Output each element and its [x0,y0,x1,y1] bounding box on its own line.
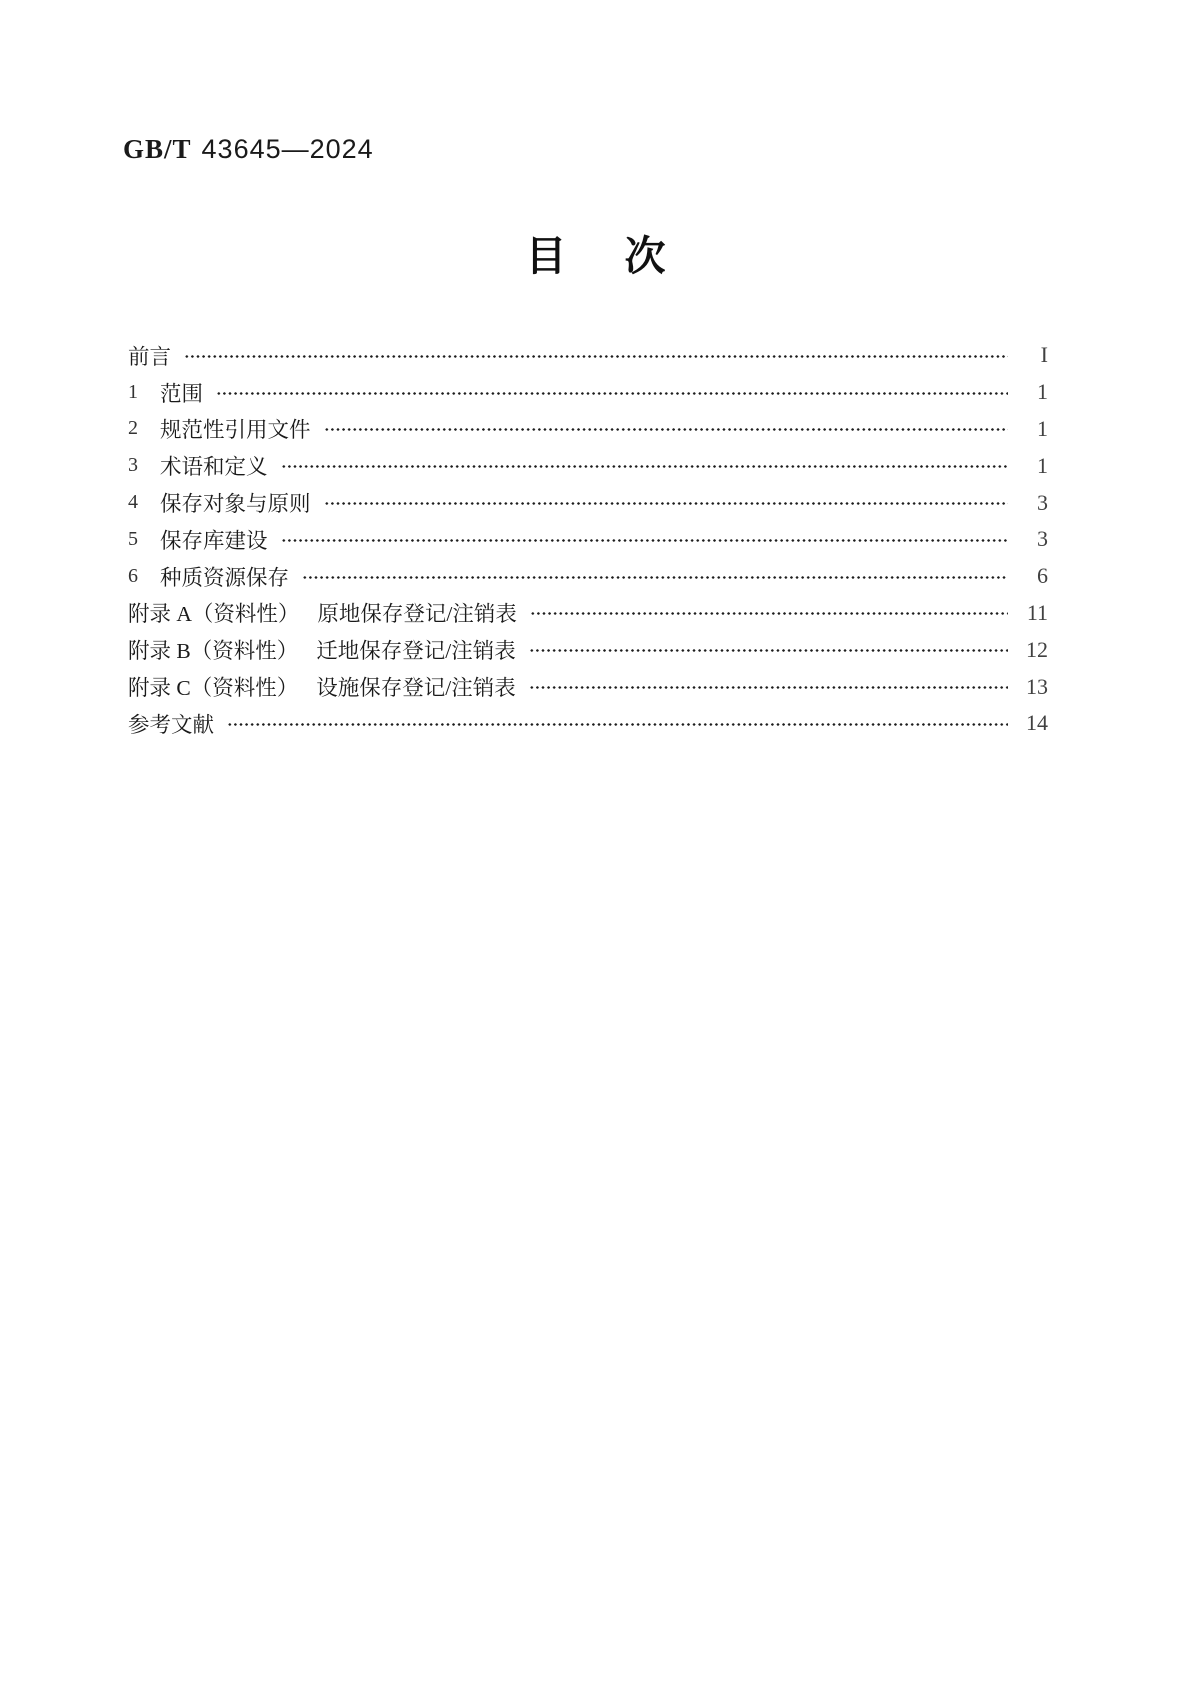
toc-entry-page-number: 12 [1026,636,1048,662]
toc-entry-page-number: 1 [1037,415,1048,441]
toc-entry-page-number: 6 [1037,563,1048,589]
dotted-leader [324,428,1008,431]
toc-entry-number: 3 [128,454,138,477]
toc-entry-page-number: 11 [1026,599,1048,625]
toc-entry-page-number: 1 [1037,379,1048,405]
toc-entry-label: 范围 [160,381,204,406]
toc-entry-page-number: 3 [1037,489,1048,515]
toc-entry-label: 种质资源保存 [160,565,290,590]
toc-entry [128,374,1048,411]
toc-entry [128,595,1048,632]
toc-entry-number: 4 [128,491,138,514]
toc-entry-page-number: 1 [1037,452,1048,478]
toc-entry [128,705,1048,742]
toc-entry [128,411,1048,448]
standard-code-number: 43645—2024 [201,134,374,164]
toc-list [128,337,1048,742]
toc-entry-label: 术语和定义 [160,455,268,480]
toc-entry-page-number: 13 [1026,673,1048,699]
dotted-leader [529,686,1008,689]
dotted-leader [302,576,1008,579]
toc-entry-label: 保存库建设 [160,528,268,553]
toc-entry-page-number: I [1040,342,1048,368]
toc-entry-label: 保存对象与原则 [160,492,311,517]
toc-entry-page-number: 3 [1037,526,1048,552]
toc-entry-page-number: 14 [1026,710,1048,736]
toc-entry-prefix: 附录 B（资料性） [128,639,299,664]
dotted-leader [324,502,1008,505]
dotted-leader [530,612,1008,615]
toc-entry-number: 6 [128,564,138,587]
page-title-char-2: 次 [624,233,666,279]
toc-entry [128,447,1048,484]
page-title-char-1: 目 [525,233,567,279]
toc-entry-number: 5 [128,527,138,550]
toc-entry-label: 原地保存登记/注销表 [317,602,517,627]
toc-entry-label: 迁地保存登记/注销表 [316,639,516,664]
toc-entry-label: 设施保存登记/注销表 [316,676,516,701]
toc-entry [128,484,1048,521]
standard-number [123,134,374,165]
dotted-leader [184,355,1008,358]
toc-entry-number: 2 [128,417,138,440]
dotted-leader [529,649,1008,652]
page-title [0,234,1191,278]
dotted-leader [281,465,1008,468]
toc-entry-prefix: 附录 A（资料性） [128,602,300,627]
dotted-leader [227,723,1008,726]
toc-entry [128,337,1048,374]
toc-entry-label: 前言 [128,344,172,369]
dotted-leader [216,392,1008,395]
toc-entry-number: 1 [128,380,138,403]
dotted-leader [281,539,1008,542]
toc-entry [128,668,1048,705]
toc-entry-label: 规范性引用文件 [160,418,311,443]
toc-entry-prefix: 附录 C（资料性） [128,676,299,701]
toc-entry [128,558,1048,595]
standard-code-prefix: GB/T [123,134,192,164]
toc-entry [128,631,1048,668]
toc-entry-label: 参考文献 [128,712,215,737]
toc-entry [128,521,1048,558]
